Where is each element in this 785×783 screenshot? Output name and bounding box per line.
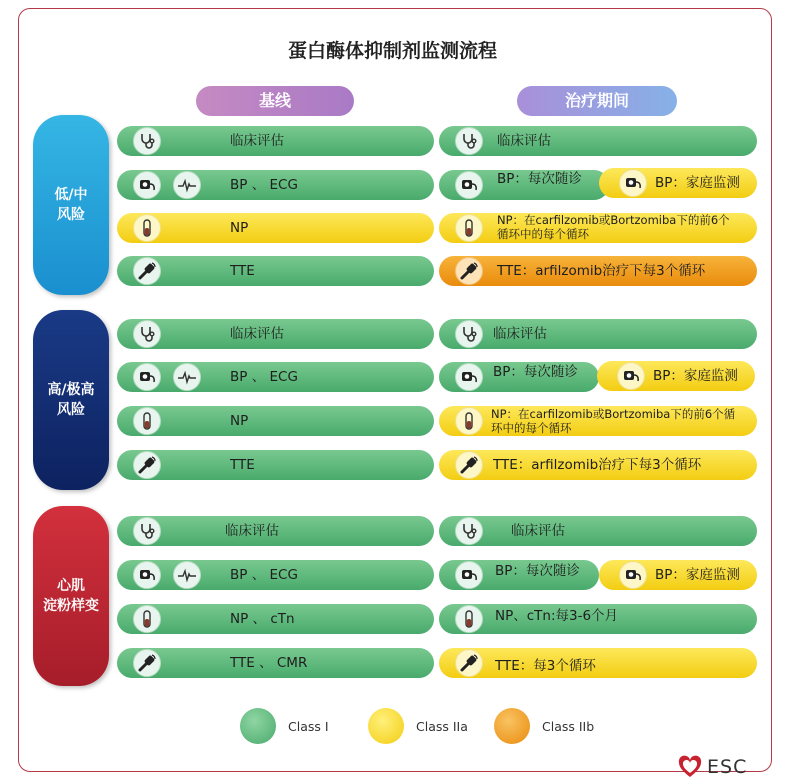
test-tube-icon [133, 605, 161, 633]
bar-label: TTE：arfilzomib治疗下每3个循环 [497, 263, 706, 279]
test-tube-icon [133, 214, 161, 242]
treatment-bp-home-bar [597, 361, 755, 391]
bar-label: NP：在carfilzomib或Bortzomiba下的前6个循环中的每个循环 [497, 213, 730, 241]
bar-label: NP：在carfilzomib或Bortzomiba下的前6个循环中的每个循环 [491, 407, 736, 435]
bar-label: BP 、 ECG [230, 177, 298, 193]
baseline-clinical-bar [117, 319, 434, 349]
baseline-bp-ecg-bar [117, 170, 434, 200]
treatment-bp-visit-bar [439, 362, 599, 392]
bar-label: BP：家庭监测 [655, 175, 740, 191]
ultrasound-probe-icon [133, 451, 161, 479]
baseline-clinical-bar [117, 126, 434, 156]
bar-label: BP：家庭监测 [655, 567, 740, 583]
baseline-np-bar [117, 213, 434, 243]
baseline-clinical-bar [117, 516, 434, 546]
test-tube-icon [133, 407, 161, 435]
group-label-line1: 心肌 [57, 578, 85, 594]
bar-label: NP、cTn:每3-6个月 [495, 608, 619, 624]
bar-label: BP：每次随诊 [493, 364, 578, 380]
ultrasound-probe-icon [455, 649, 483, 677]
bar-label: 临床评估 [493, 326, 547, 342]
ecg-icon [173, 363, 201, 391]
bar-label: BP 、 ECG [230, 567, 298, 583]
ultrasound-probe-icon [455, 257, 483, 285]
baseline-bp-ecg-bar [117, 362, 434, 392]
blood-pressure-icon [455, 561, 483, 589]
bar-label: BP：每次随诊 [495, 563, 580, 579]
treatment-tte-bar [439, 450, 757, 480]
bar-label: 临床评估 [511, 523, 565, 539]
stethoscope-icon [455, 320, 483, 348]
bar-label: TTE：每3个循环 [495, 658, 596, 674]
baseline-header: 基线 [196, 86, 354, 116]
treatment-np-bar [439, 406, 757, 436]
treatment-np-bar [439, 213, 757, 243]
legend-class-i [240, 708, 329, 744]
bar-label: BP 、 ECG [230, 369, 298, 385]
treatment-np-bar [439, 604, 757, 634]
treatment-clinical-bar [439, 319, 757, 349]
bar-label: NP [230, 220, 249, 236]
blood-pressure-icon [619, 169, 647, 197]
treatment-bp-visit-bar [439, 170, 609, 200]
legend-swatch [368, 708, 404, 744]
ultrasound-probe-icon [455, 451, 483, 479]
group-low-risk [33, 115, 109, 295]
treatment-tte-bar [439, 256, 757, 286]
stethoscope-icon [133, 517, 161, 545]
legend-label: Class IIb [542, 718, 595, 734]
legend-class-iib [494, 708, 594, 744]
blood-pressure-icon [619, 561, 647, 589]
bar-label: NP [230, 413, 249, 429]
stethoscope-icon [133, 320, 161, 348]
legend-swatch [494, 708, 530, 744]
bar-label: BP：家庭监测 [653, 368, 738, 384]
baseline-tte-bar [117, 256, 434, 286]
blood-pressure-icon [455, 171, 483, 199]
stethoscope-icon [455, 127, 483, 155]
group-label-line2: 淀粉样变 [43, 598, 99, 614]
group-label-line1: 高/极高 [47, 382, 95, 398]
group-label-line1: 低/中 [54, 187, 88, 203]
blood-pressure-icon [133, 561, 161, 589]
bar-label: 临床评估 [497, 133, 551, 149]
stethoscope-icon [455, 517, 483, 545]
stethoscope-icon [133, 127, 161, 155]
page-title: 蛋白酶体抑制剂监测流程 [287, 40, 497, 62]
group-amyloidosis [33, 506, 109, 686]
logo-text: ESC [707, 756, 748, 778]
baseline-np-bar [117, 406, 434, 436]
blood-pressure-icon [133, 363, 161, 391]
baseline-bp-ecg-bar [117, 560, 434, 590]
ultrasound-probe-icon [133, 649, 161, 677]
treatment-bp-visit-bar [439, 560, 599, 590]
baseline-tte-bar [117, 648, 434, 678]
treatment-clinical-bar [439, 126, 757, 156]
legend-class-iia [368, 708, 468, 744]
bar-label: BP：每次随诊 [497, 171, 582, 187]
legend-label: Class I [288, 718, 329, 734]
bar-label: 临床评估 [230, 326, 284, 342]
legend-swatch [240, 708, 276, 744]
baseline-tte-bar [117, 450, 434, 480]
bar-label: TTE [230, 457, 255, 473]
bar-label: TTE 、 CMR [230, 655, 308, 671]
treatment-clinical-bar [439, 516, 757, 546]
treatment-bp-home-bar [599, 560, 757, 590]
treatment-tte-bar [439, 648, 757, 678]
blood-pressure-icon [133, 171, 161, 199]
ecg-icon [173, 561, 201, 589]
group-label-line2: 风险 [57, 207, 85, 223]
group-label-line2: 风险 [57, 402, 85, 418]
treatment-bp-home-bar [599, 168, 757, 198]
blood-pressure-icon [455, 363, 483, 391]
group-high-risk [33, 310, 109, 490]
blood-pressure-icon [617, 362, 645, 390]
baseline-np-bar [117, 604, 434, 634]
treatment-header: 治疗期间 [517, 86, 677, 116]
bar-label: NP 、 cTn [230, 611, 295, 627]
test-tube-icon [455, 605, 483, 633]
heart-icon [677, 754, 703, 780]
bar-label: TTE [230, 263, 255, 279]
bar-label: TTE：arfilzomib治疗下每3个循环 [493, 457, 702, 473]
esc-logo [677, 754, 747, 780]
bar-label: 临床评估 [225, 523, 279, 539]
bar-label: 临床评估 [230, 133, 284, 149]
legend-label: Class IIa [416, 718, 468, 734]
ultrasound-probe-icon [133, 257, 161, 285]
ecg-icon [173, 171, 201, 199]
